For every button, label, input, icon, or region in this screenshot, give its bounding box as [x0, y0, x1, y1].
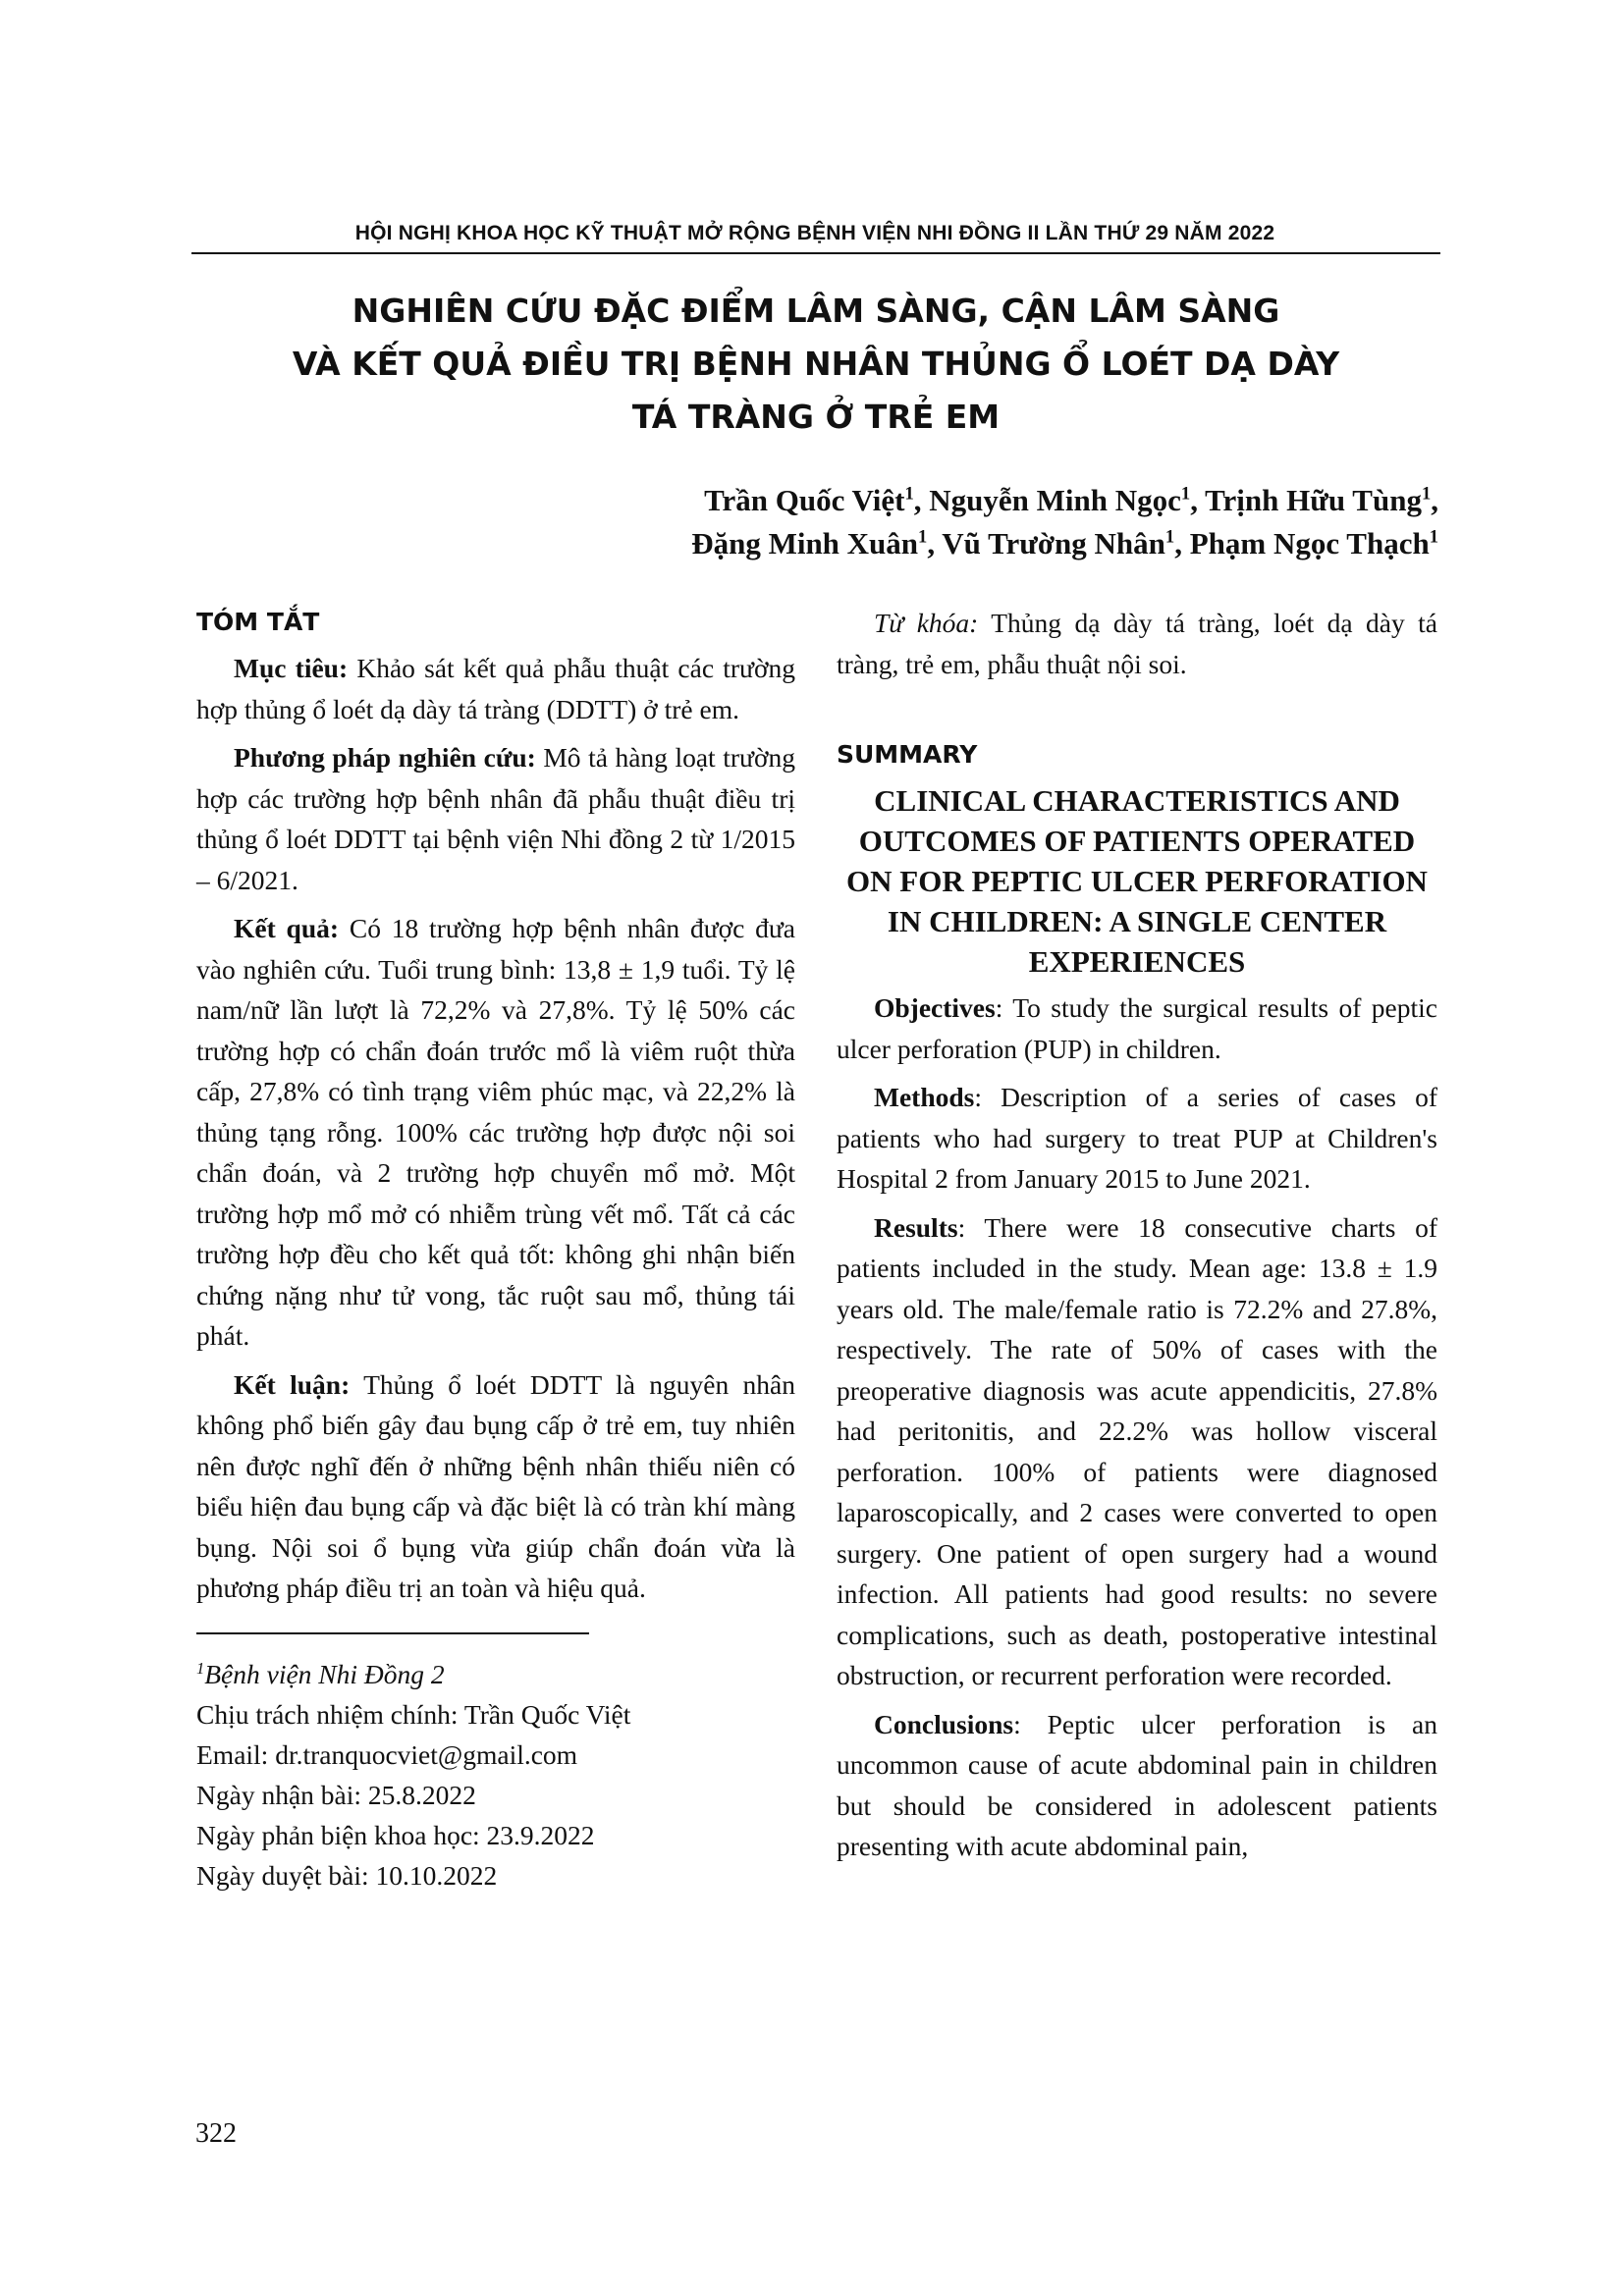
author-affiliation-marker: 1 [918, 526, 928, 548]
keywords-label: Từ khóa: [874, 608, 979, 638]
footnote-review-date: Ngày phản biện khoa học: 23.9.2022 [196, 1819, 595, 1850]
footnote-rule [196, 1632, 589, 1634]
author-separator: , [1174, 526, 1190, 561]
keywords [837, 603, 1437, 684]
header-rule [191, 252, 1440, 254]
results-label: Kết quả: [234, 913, 340, 943]
results-text-en: : There were 18 consecutive charts of patients included in the study. Mean age: 13.8 ± 1.9 years old. The male/female ratio is 72.2% and 27.8%, respectively. The rate of 50% of cases with the preoperative diagnosis was acute appendicitis, 27.8% had peritonitis, and 22.2% was hollow visceral perforation. 100% of patients were diagnosed laparoscopically, and 2 cases were converted to open surgery. One patient of open surgery had a wound infection. All patients had good results: no severe complications, such as death, postoperative intestinal obstruction, or recurrent perforation were recorded. [837, 1211, 1437, 1690]
author-name: Nguyễn Minh Ngọc [929, 483, 1181, 517]
footnote-email: Email: dr.tranquocviet@gmail.com [196, 1738, 578, 1770]
abstract-objective [196, 648, 795, 729]
summary-methods [837, 1077, 1437, 1200]
author-separator: , [1431, 483, 1438, 517]
footnote-affiliation [196, 1654, 795, 1694]
author-affiliation-marker: 1 [1429, 526, 1438, 548]
abstract-conclusion [196, 1364, 795, 1609]
abstract-methods [196, 737, 795, 900]
running-header: HỘI NGHỊ KHOA HỌC KỸ THUẬT MỞ RỘNG BỆNH VIỆN NHI ĐỒNG II LẦN THỨ 29 NĂM 2022 [354, 222, 1275, 244]
objective-text: Khảo sát kết quả phẫu thuật các trường hợp thủng ổ loét dạ dày tá tràng (DDTT) ở trẻ em. [196, 653, 795, 724]
title-line-1: NGHIÊN CỨU ĐẶC ĐIỂM LÂM SÀNG, CẬN LÂM SÀNG [352, 292, 1280, 330]
author-name: Phạm Ngọc Thạch [1189, 526, 1430, 561]
results-label-en: Results [874, 1211, 958, 1243]
summary-conclusions [837, 1704, 1437, 1867]
author-separator: , [1190, 483, 1206, 517]
objectives-label: Objectives [874, 992, 996, 1023]
methods-text: Mô tả hàng loạt trường hợp các trường hợp bệnh nhân đã phẫu thuật điều trị thủng ổ loét DDTT tại bệnh viện Nhi đồng 2 từ 1/2015 – 6/2021. [196, 742, 795, 895]
author-name: Đặng Minh Xuân [691, 526, 919, 561]
conclusions-label-en: Conclusions [874, 1708, 1014, 1739]
author-separator: , [927, 526, 943, 561]
affiliation-marker: 1 [196, 1658, 205, 1678]
objectives-text: : To study the surgical results of peptic ulcer perforation (PUP) in children. [837, 992, 1437, 1064]
author-name: Trịnh Hữu Tùng [1205, 483, 1422, 517]
conclusions-text-en: : Peptic ulcer perforation is an uncommon cause of acute abdominal pain in children but should be considered in adolescent patients presenting with acute abdominal pain, [837, 1708, 1437, 1861]
author-separator: , [913, 483, 930, 517]
article-title [191, 285, 1440, 444]
conclusion-label: Kết luận: [234, 1368, 351, 1400]
english-title: CLINICAL CHARACTERISTICS AND OUTCOMES OF PATIENTS OPERATED ON FOR PEPTIC ULCER PERFORATION IN CHILDREN: A SINGLE CENTER EXPERIENCES [846, 783, 1428, 979]
left-column [196, 603, 795, 1896]
keywords-text: Thủng dạ dày tá tràng, loét dạ dày tá tràng, trẻ em, phẫu thuật nội soi. [837, 608, 1437, 679]
author-line-1 [691, 479, 1438, 522]
author-affiliation-marker: 1 [1180, 483, 1191, 505]
summary-results [837, 1207, 1437, 1696]
footnote-responsible: Chịu trách nhiệm chính: Trần Quốc Việt [196, 1698, 631, 1730]
author-affiliation-marker: 1 [1164, 526, 1175, 548]
conclusion-text: Thủng ổ loét DDTT là nguyên nhân không phổ biến gây đau bụng cấp ở trẻ em, tuy nhiên nên được nghĩ đến ở những bệnh nhân thiếu niên có biểu hiện đau bụng cấp và đặc biệt là có tràn khí màng bụng. Nội soi ổ bụng vừa giúp chẩn đoán vừa là phương pháp điều trị an toàn và hiệu quả. [196, 1368, 795, 1603]
title-line-2: VÀ KẾT QUẢ ĐIỀU TRỊ BỆNH NHÂN THỦNG Ổ LOÉT DẠ DÀY [292, 345, 1340, 383]
summary-heading: SUMMARY [837, 740, 978, 769]
author-line-2 [691, 522, 1438, 565]
methods-text-en: : Description of a series of cases of patients who had surgery to treat PUP at Children's Hospital 2 from January 2015 to June 2021. [837, 1082, 1437, 1194]
summary-objectives [837, 988, 1437, 1069]
results-text: Có 18 trường hợp bệnh nhân được đưa vào nghiên cứu. Tuổi trung bình: 13,8 ± 1,9 tuổi. Tỷ lệ nam/nữ lần lượt là 72,2% và 27,8%. Tỷ lệ 50% các trường hợp có chẩn đoán trước mổ là viêm ruột thừa cấp, 27,8% có tình trạng viêm phúc mạc, và 22,2% là thủng tạng rỗng. 100% các trường hợp được nội soi chẩn đoán, và 2 trường hợp chuyển mổ mở. Một trường hợp mổ mở có nhiễm trùng vết mổ. Tất cả các trường hợp đều cho kết quả tốt: không ghi nhận biến chứng nặng như tử vong, tắc ruột sau mổ, thủng tái phát. [196, 913, 796, 1351]
abstract-results [196, 908, 795, 1357]
author-affiliation-marker: 1 [1421, 483, 1432, 505]
author-name: Trần Quốc Việt [704, 483, 905, 517]
right-column [837, 603, 1437, 1875]
methods-label-en: Methods [874, 1082, 975, 1112]
author-list [691, 479, 1438, 565]
footnote-received-date: Ngày nhận bài: 25.8.2022 [196, 1779, 476, 1810]
affiliation-text: Bệnh viện Nhi Đồng 2 [204, 1658, 445, 1689]
author-affiliation-marker: 1 [904, 483, 914, 505]
methods-label: Phương pháp nghiên cứu: [234, 742, 536, 773]
footnote-accepted-date: Ngày duyệt bài: 10.10.2022 [196, 1859, 498, 1891]
abstract-heading: TÓM TẮT [196, 608, 320, 636]
title-line-3: TÁ TRÀNG Ở TRẺ EM [631, 398, 1001, 436]
page-number: 322 [195, 2118, 237, 2149]
objective-label: Mục tiêu: [234, 653, 349, 683]
author-name: Vũ Trường Nhân [942, 526, 1165, 561]
